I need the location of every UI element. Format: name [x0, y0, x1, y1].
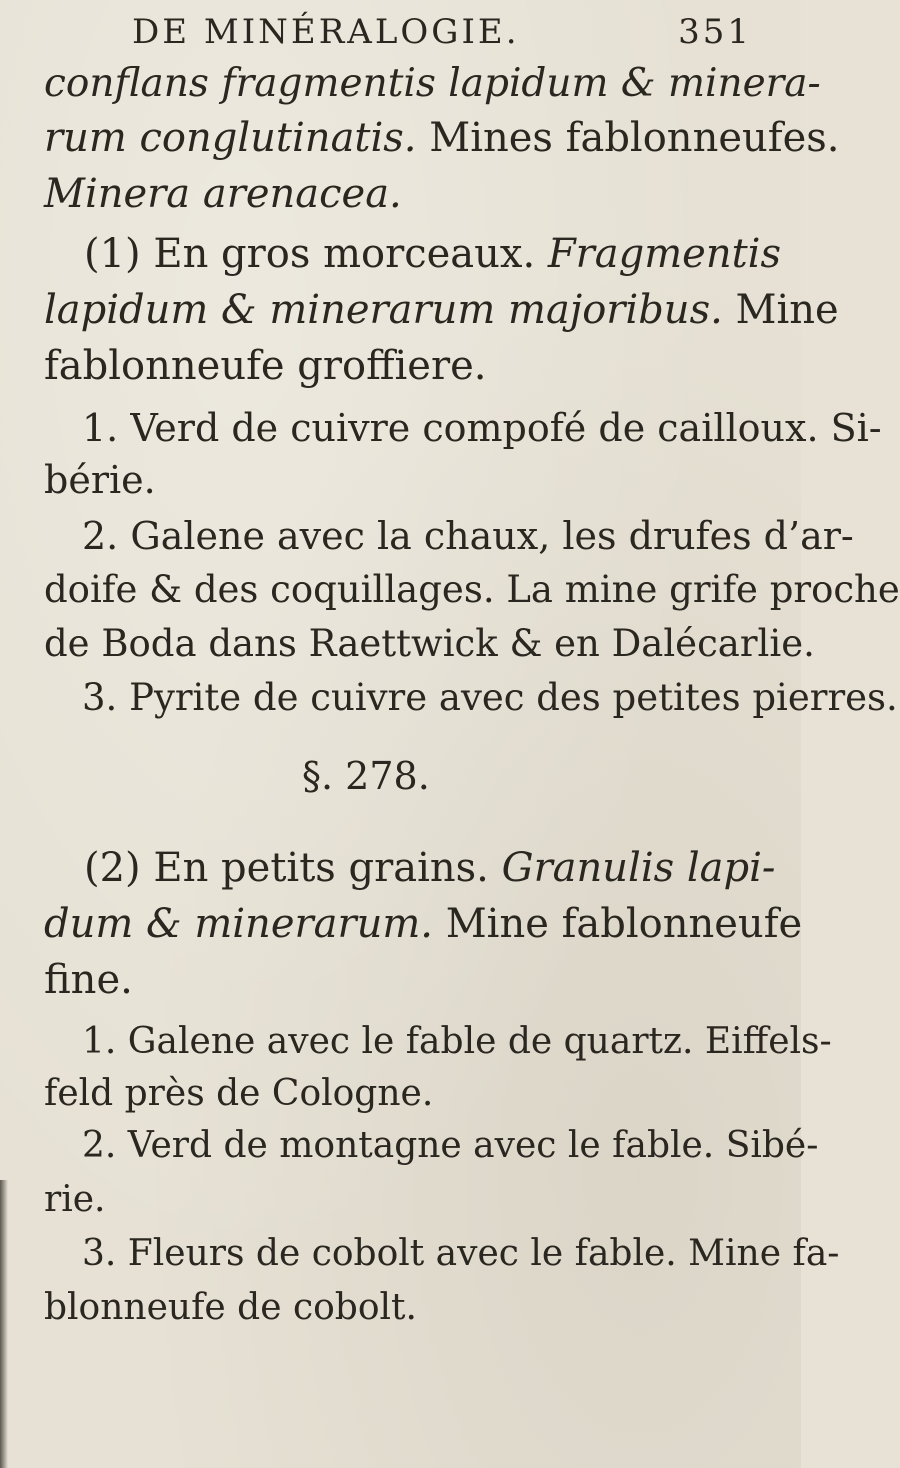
- list-item: 1. Galene avec le fable de quartz. Eiffels-: [82, 1021, 832, 1062]
- text-line: doife & des coquillages. La mine grife proche: [44, 568, 900, 611]
- section-number: §. 278.: [302, 754, 430, 798]
- running-header: [132, 12, 752, 52]
- text-line: conflans fragmentis lapidum & minera-: [44, 61, 821, 106]
- list-item: 3. Fleurs de cobolt avec le fable. Mine fa-: [82, 1233, 840, 1274]
- page-number: 351: [678, 12, 752, 52]
- list-item: 3. Pyrite de cuivre avec des petites pierres.: [82, 676, 898, 719]
- list-item: 1. Verd de cuivre compofé de cailloux. Si-: [82, 406, 882, 450]
- text-line: de Boda dans Raettwick & en Dalécarlie.: [44, 622, 815, 665]
- text-line: dum & minerarum. Mine fablonneufe: [44, 901, 803, 947]
- list-item: 2. Galene avec la chaux, les drufes d’ar-: [82, 514, 854, 558]
- text-line: fine.: [44, 957, 133, 1003]
- text-line: rie.: [44, 1179, 106, 1220]
- page-edge-shadow: [0, 1180, 8, 1468]
- text-line: feld près de Cologne.: [44, 1073, 434, 1114]
- text-line: (2) En petits grains. Granulis lapi-: [84, 845, 776, 891]
- running-title: DE MINÉRALOGIE.: [132, 12, 520, 52]
- text-line: bérie.: [44, 458, 156, 502]
- text-line: fablonneufe groffiere.: [44, 343, 487, 389]
- text-line: Minera arenacea.: [44, 171, 402, 217]
- text-line: (1) En gros morceaux. Fragmentis: [84, 231, 781, 277]
- text-line: rum conglutinatis. Mines fablonneufes.: [44, 115, 840, 161]
- text-line: lapidum & minerarum majoribus. Mine: [44, 287, 839, 333]
- text-line: blonneufe de cobolt.: [44, 1287, 417, 1328]
- list-item: 2. Verd de montagne avec le fable. Sibé-: [82, 1125, 819, 1166]
